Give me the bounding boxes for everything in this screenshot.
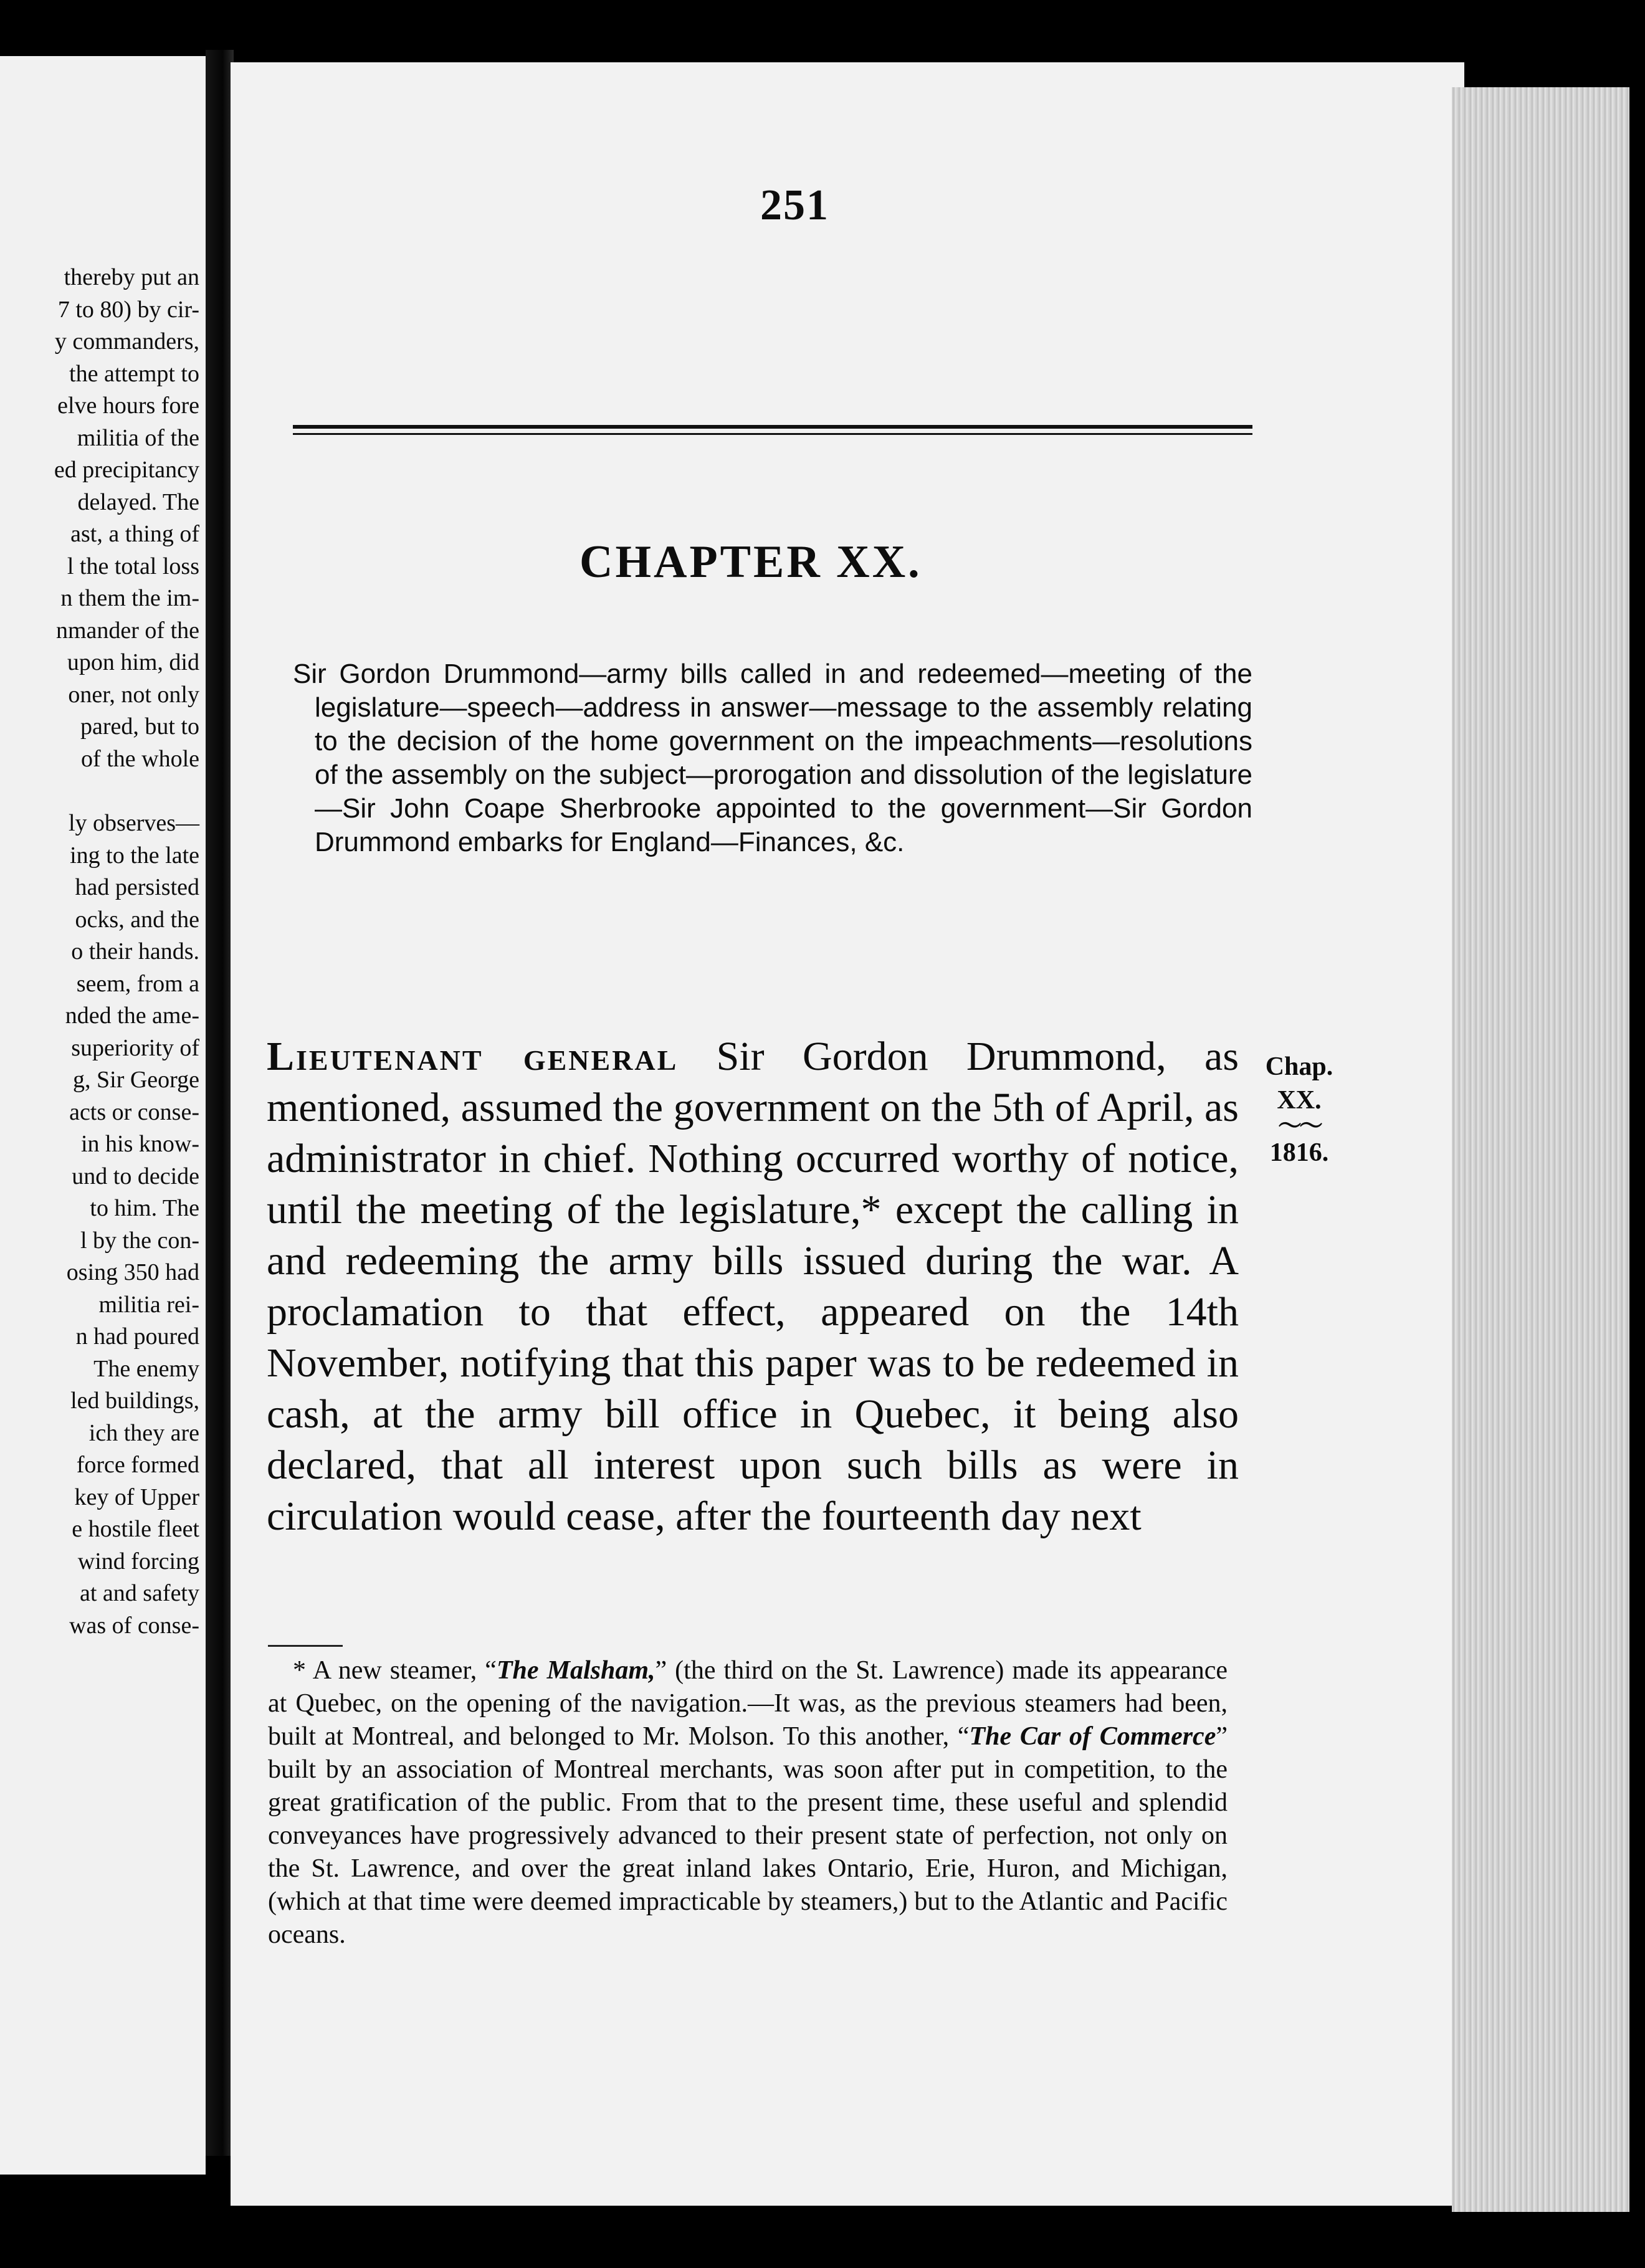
- footnote-part3: ” built by an association of Montreal merchants, was soon after put in competition, to the great gratification of the public. From that to the present time, these useful and splendid conveyances have progressively advanced to their present state of perfection, not only on the St. Lawrence, and over the great inland lakes Ontario, Erie, Huron, and Michigan, (which at that time were deemed impracticable by steamers,) but to the Atlantic and Pacific oceans.: [268, 1722, 1228, 1949]
- footnote-part2: ” (the third on the St. Lawrence) made its appearance at Quebec, on the opening of the navigation.—It was, as the previous steamers had been, built at Montreal, and belonged to Mr. Molson. To this another, “: [268, 1656, 1228, 1751]
- header-rule-thick: [293, 425, 1252, 429]
- previous-page-line: ast, a thing of: [70, 521, 199, 547]
- footnote-lead: * A new steamer, “: [293, 1656, 497, 1685]
- footnote-rule: [268, 1645, 343, 1647]
- previous-page-line: nded the ame-: [65, 1003, 199, 1029]
- previous-page-text: [0, 262, 199, 1642]
- previous-page-line: ich they are: [88, 1419, 199, 1446]
- chapter-summary: Sir Gordon Drummond—army bills called in and redeemed—meeting of the legislature—speech—address in answer—message to the assembly relating to the decision of the home government on the impeachments—resolutions of the assembly on the subject—prorogation and dissolution of the legislature—Sir John Coape Sherbrooke appointed to the government—Sir Gordon Drummond embarks for England—Finances, &c.: [293, 659, 1252, 857]
- page-stack-edge: [1452, 87, 1629, 2212]
- previous-page-line: n them the im-: [60, 585, 199, 611]
- previous-page-line: acts or conse-: [69, 1098, 199, 1125]
- current-page: [231, 62, 1464, 2206]
- previous-page-line: of the whole: [81, 745, 199, 772]
- previous-page-line: wind forcing: [77, 1548, 199, 1575]
- previous-page-line: to him. The: [90, 1195, 199, 1221]
- previous-page-line: o their hands.: [71, 938, 199, 965]
- header-rule-thin: [293, 433, 1252, 435]
- body-text: Sir Gordon Drummond, as mentioned, assumed the government on the 5th of April, as administrator in chief. Nothing occurred worthy of notice, until the meeting of the legislature,* except the calling in and redeeming the army bills issued during the war. A proclamation to that effect, appeared on the 14th November, notifying that this paper was to be redeemed in cash, at the army bill office in Quebec, it being also declared, that all interest upon such bills as were in circulation would cease, after the fourteenth day next: [267, 1034, 1239, 1539]
- previous-page-line: und to decide: [72, 1163, 199, 1189]
- previous-page-line: l by the con-: [80, 1227, 199, 1254]
- previous-page-line: had persisted: [75, 874, 199, 900]
- previous-page-line: e hostile fleet: [72, 1516, 199, 1542]
- previous-page-line: militia rei-: [98, 1291, 199, 1318]
- previous-page-line: ed precipitancy: [54, 457, 199, 483]
- previous-page-line: seem, from a: [76, 970, 199, 997]
- body-paragraph: [267, 1031, 1239, 1542]
- previous-page-line: ing to the late: [70, 842, 199, 869]
- previous-page-line: at and safety: [79, 1580, 199, 1606]
- previous-page-line: 7 to 80) by cir-: [57, 296, 199, 323]
- previous-page-line: pared, but to: [80, 713, 199, 740]
- page-number: 251: [760, 181, 829, 229]
- previous-page-line: [0, 775, 199, 808]
- previous-page-line: upon him, did: [67, 649, 199, 675]
- previous-page-line: force formed: [76, 1452, 199, 1478]
- previous-page-line: ocks, and the: [75, 906, 199, 933]
- previous-page-line: militia of the: [77, 424, 199, 451]
- previous-page-line: key of Upper: [74, 1484, 199, 1510]
- previous-page-line: osing 350 had: [66, 1259, 199, 1285]
- book-gutter: [206, 50, 234, 2156]
- footnote: [268, 1654, 1228, 1951]
- previous-page-line: The enemy: [93, 1355, 199, 1382]
- previous-page-line: delayed. The: [77, 488, 199, 515]
- previous-page-line: thereby put an: [64, 264, 199, 290]
- previous-page-line: the attempt to: [69, 360, 199, 387]
- previous-page-line: elve hours fore: [57, 393, 199, 419]
- previous-page-line: n had poured: [75, 1323, 199, 1350]
- previous-page-line: nmander of the: [55, 617, 199, 644]
- margin-note-year: 1816.: [1269, 1138, 1329, 1167]
- previous-page-line: in his know-: [81, 1131, 199, 1157]
- footnote-second-name: The Car of Commerce: [969, 1722, 1216, 1751]
- previous-page-line: led buildings,: [70, 1388, 199, 1414]
- body-lead-small-caps: Lieutenant general: [267, 1034, 679, 1079]
- margin-note: [1252, 1050, 1346, 1170]
- margin-note-chapter: XX.: [1277, 1086, 1322, 1115]
- margin-note-chap: Chap.: [1265, 1052, 1333, 1081]
- previous-page-line: was of conse-: [69, 1612, 199, 1639]
- previous-page-line: l the total loss: [67, 553, 199, 579]
- previous-page-line: superiority of: [71, 1034, 199, 1061]
- previous-page-line: ly observes—: [68, 810, 199, 836]
- previous-page-line: oner, not only: [68, 681, 199, 708]
- previous-page-line: y commanders,: [54, 328, 199, 355]
- footnote-steamer-name: The Malsham,: [496, 1656, 656, 1685]
- previous-page: [0, 56, 206, 2175]
- margin-note-ornament: 〜〜: [1277, 1113, 1320, 1140]
- previous-page-line: g, Sir George: [73, 1067, 199, 1093]
- chapter-title: CHAPTER XX.: [579, 536, 922, 588]
